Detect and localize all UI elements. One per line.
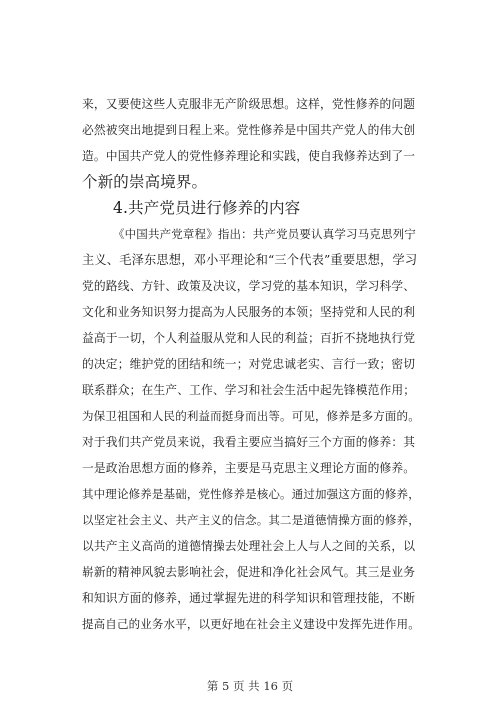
paragraph-line: 对于我们共产党员来说，我看主要应当搞好三个方面的修养：其 bbox=[82, 435, 416, 449]
paragraph-line: 造。中国共产党人的党性修养理论和实践，使自我修养达到了一 bbox=[82, 149, 416, 163]
paragraph-line: 和知识方面的修养，通过掌握先进的科学知识和管理技能，不断 bbox=[82, 591, 416, 605]
section-heading: 4.共产党员进行修养的内容 bbox=[113, 199, 301, 217]
paragraph-line: 党的路线、方针、政策及决议，学习党的基本知识，学习科学、 bbox=[82, 279, 416, 293]
paragraph-line: 《中国共产党章程》指出：共产党员要认真学习马克思列宁 bbox=[113, 227, 416, 241]
paragraph-line: 其中理论修养是基础，党性修养是核心。通过加强这方面的修养， bbox=[82, 487, 420, 501]
paragraph-line: 文化和业务知识努力提高为人民服务的本领；坚持党和人民的利 bbox=[82, 305, 416, 319]
paragraph-line: 崭新的精神风貌去影响社会，促进和净化社会风气。其三是业务 bbox=[82, 565, 416, 579]
paragraph-line: 联系群众；在生产、工作、学习和社会生活中起先锋模范作用； bbox=[82, 383, 416, 397]
paragraph-line: 必然被突出地提到日程上来。党性修养是中国共产党人的伟大创 bbox=[82, 123, 416, 137]
paragraph-line: 主义、毛泽东思想，邓小平理论和“三个代表”重要思想，学习 bbox=[82, 253, 418, 267]
page-number-footer: 第 5 页 共 16 页 bbox=[206, 679, 294, 693]
paragraph-line: 一是政治思想方面的修养，主要是马克思主义理论方面的修养。 bbox=[82, 461, 416, 475]
paragraph-line: 提高自己的业务水平，以更好地在社会主义建设中发挥先进作用。 bbox=[82, 617, 420, 631]
paragraph-line: 来，又要使这些人克服非无产阶级思想。这样，党性修养的问题 bbox=[82, 97, 416, 111]
paragraph-line: 以共产主义高尚的道德情操去处理社会上人与人之间的关系，以 bbox=[82, 539, 416, 553]
paragraph-line: 益高于一切，个人利益服从党和人民的利益；百折不挠地执行党 bbox=[82, 331, 416, 345]
paragraph-line: 的决定；维护党的团结和统一；对党忠诚老实、言行一致；密切 bbox=[82, 357, 416, 371]
paragraph-line: 个新的崇高境界。 bbox=[82, 173, 208, 191]
paragraph-line: 为保卫祖国和人民的利益而挺身而出等。可见，修养是多方面的。 bbox=[82, 409, 420, 423]
paragraph-line: 以坚定社会主义、共产主义的信念。其二是道德情操方面的修养， bbox=[82, 513, 420, 527]
